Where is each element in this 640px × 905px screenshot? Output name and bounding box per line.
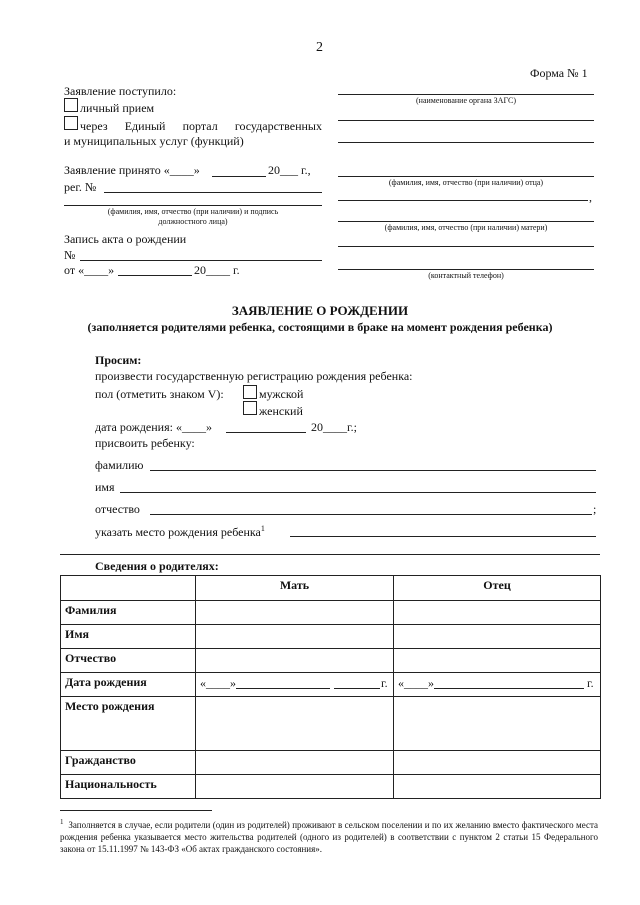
phone-caption: (контактный телефон) <box>428 271 504 280</box>
request-register: произвести государственную регистрацию рождения ребенка: <box>95 369 413 383</box>
male-label: мужской <box>259 387 304 401</box>
father-date-open: «____» <box>398 676 434 690</box>
mother-birthplace-cell[interactable] <box>196 697 394 751</box>
zags-line[interactable] <box>338 94 594 95</box>
mother-surname-cell[interactable] <box>196 601 394 625</box>
option-portal-2: и муниципальных услуг (функций) <box>64 134 244 148</box>
column-mother: Мать <box>196 576 394 601</box>
female-label: женский <box>259 404 303 418</box>
mother-name-cell[interactable] <box>196 625 394 649</box>
form-number: Форма № 1 <box>530 66 588 80</box>
mother-date-line-2[interactable] <box>334 688 380 689</box>
accepted-month-line[interactable] <box>212 176 266 177</box>
official-caption <box>64 207 322 227</box>
mother-patronymic-cell[interactable] <box>196 649 394 673</box>
row-citizenship-label: Гражданство <box>61 751 196 775</box>
parents-header-empty <box>61 576 196 601</box>
surname-label: фамилию <box>95 458 144 472</box>
record-from-line[interactable] <box>118 275 192 276</box>
birthplace-footnote-mark: 1 <box>260 524 265 533</box>
birth-date-prefix: дата рождения: «____» <box>95 420 212 434</box>
mother-line-2[interactable] <box>338 246 594 247</box>
father-nationality-cell[interactable] <box>394 775 601 799</box>
parents-title: Сведения о родителях: <box>95 559 219 573</box>
record-no-line[interactable] <box>80 260 322 261</box>
female-checkbox[interactable] <box>243 401 257 415</box>
father-citizenship-cell[interactable] <box>394 751 601 775</box>
document-title: ЗАЯВЛЕНИЕ О РОЖДЕНИИ <box>231 303 409 318</box>
father-name-cell[interactable] <box>394 625 601 649</box>
birthplace-line-2[interactable] <box>60 554 600 555</box>
received-title: Заявление поступило: <box>64 84 177 98</box>
footnote-separator <box>60 810 212 811</box>
birthplace-line[interactable] <box>290 536 596 537</box>
father-surname-cell[interactable] <box>394 601 601 625</box>
father-line-2[interactable] <box>338 200 588 201</box>
father-birthplace-cell[interactable] <box>394 697 601 751</box>
accepted-prefix: Заявление принято «____» <box>64 163 200 177</box>
parents-table <box>60 575 601 799</box>
mother-caption: (фамилия, имя, отчество (при наличии) матери) <box>384 223 548 232</box>
portal-checkbox[interactable] <box>64 116 78 130</box>
patronymic-semicolon: ; <box>593 502 597 516</box>
father-birthdate-cell[interactable] <box>394 673 601 697</box>
reg-no-label: рег. № <box>64 180 97 194</box>
row-nationality-label: Национальность <box>61 775 196 799</box>
mother-date-line-1[interactable] <box>236 688 330 689</box>
patronymic-line[interactable] <box>150 514 592 515</box>
zags-caption: (наименование органа ЗАГС) <box>416 96 516 105</box>
mother-nationality-cell[interactable] <box>196 775 394 799</box>
mother-date-open: «____» <box>200 676 236 690</box>
official-line[interactable] <box>64 205 322 206</box>
row-birthplace-label: Место рождения <box>61 697 196 751</box>
mother-line[interactable] <box>338 221 594 222</box>
assign-label: присвоить ребенку: <box>95 436 195 450</box>
row-name-label: Имя <box>61 625 196 649</box>
reg-no-line[interactable] <box>104 192 322 193</box>
option-portal-1: через Единый портал государственных <box>80 119 322 133</box>
surname-line[interactable] <box>150 470 596 471</box>
father-caption: (фамилия, имя, отчество (при наличии) отца) <box>388 178 544 187</box>
birth-date-month-line[interactable] <box>226 432 306 433</box>
column-father: Отец <box>394 576 601 601</box>
father-date-line[interactable] <box>434 688 584 689</box>
name-label: имя <box>95 480 115 494</box>
name-line[interactable] <box>120 492 596 493</box>
row-surname-label: Фамилия <box>61 601 196 625</box>
row-patronymic-label: Отчество <box>61 649 196 673</box>
father-date-g: г. <box>587 676 594 690</box>
father-patronymic-cell[interactable] <box>394 649 601 673</box>
mother-citizenship-cell[interactable] <box>196 751 394 775</box>
page-number: 2 <box>316 40 323 55</box>
zags-line-2[interactable] <box>338 120 594 121</box>
mother-date-g: г. <box>381 676 388 690</box>
footnote-text: Заполняется в случае, если родители (один из родителей) проживают в сельском поселении и по их желанию вместо фактического места рождения ребенка указывается место жительства родителей (одного из родителей) в соответствии с пунктом 2 статьи 15 Федерального закона от 15.11.1997 № 143-ФЗ «Об актах гражданского состояния». <box>60 820 598 854</box>
record-title: Запись акта о рождении <box>64 232 187 246</box>
father-line[interactable] <box>338 176 594 177</box>
birth-date-year: 20____г.; <box>311 420 357 434</box>
footnote <box>60 816 598 855</box>
zags-line-3[interactable] <box>338 142 594 143</box>
birthplace-label <box>95 524 265 540</box>
mother-birthdate-cell[interactable] <box>196 673 394 697</box>
father-comma: , <box>589 190 592 204</box>
official-caption-1: (фамилия, имя, отчество (при наличии) и подпись <box>107 207 279 216</box>
accepted-year: 20___ г., <box>268 163 311 177</box>
record-from-year: 20____ г. <box>194 263 240 277</box>
row-birthdate-label: Дата рождения <box>61 673 196 697</box>
birthplace-text: указать место рождения ребенка <box>95 525 261 539</box>
phone-line[interactable] <box>338 269 594 270</box>
male-checkbox[interactable] <box>243 385 257 399</box>
official-caption-2: должностного лица) <box>158 217 228 226</box>
record-no-label: № <box>64 248 76 262</box>
personal-checkbox[interactable] <box>64 98 78 112</box>
record-from-prefix: от «____» <box>64 263 115 277</box>
footnote-mark: 1 <box>60 818 64 826</box>
document-subtitle: (заполняется родителями ребенка, состоящими в браке на момент рождения ребенка) <box>87 320 553 334</box>
request-ask: Просим: <box>95 353 142 367</box>
sex-label: пол (отметить знаком V): <box>95 387 224 401</box>
option-personal: личный прием <box>80 101 155 115</box>
patronymic-label: отчество <box>95 502 140 516</box>
